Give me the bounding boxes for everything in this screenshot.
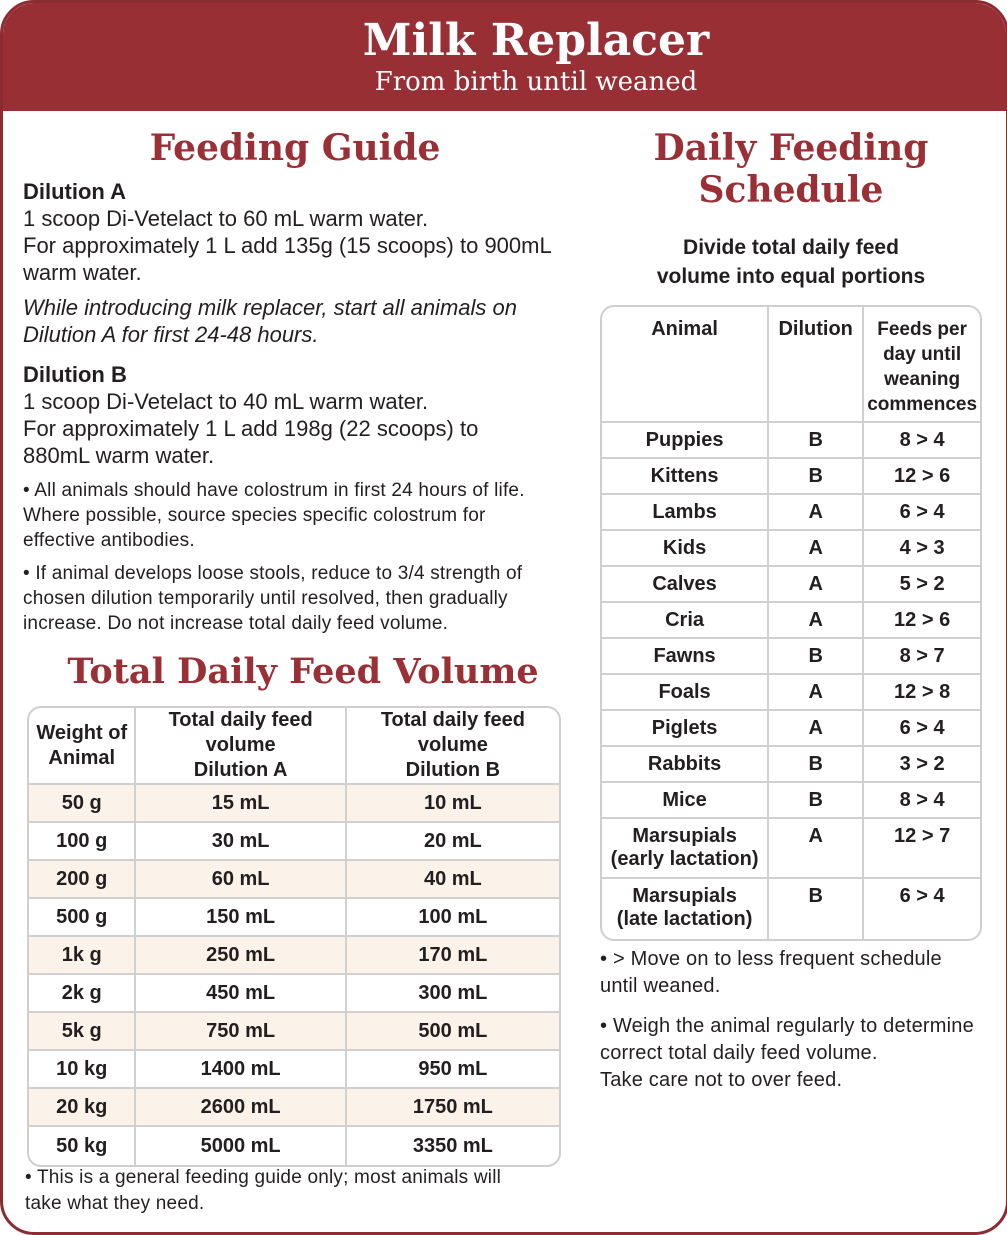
dilution-a-line3: warm water. <box>23 260 142 285</box>
table-row <box>602 495 980 531</box>
dilution-b-header-line1: Total daily feed volume <box>380 709 525 756</box>
dilution-b-line1: 1 scoop Di-Vetelact to 40 mL warm water. <box>23 389 429 414</box>
feeds-header-line2: day until <box>883 344 962 365</box>
table-row <box>29 1127 559 1165</box>
feeds-cell: 8 > 7 <box>864 639 980 675</box>
schedule-table <box>600 305 982 941</box>
animal-cell: Calves <box>602 567 769 603</box>
dilution-cell: A <box>769 603 864 639</box>
stools-note-line2: chosen dilution temporarily until resolved, then gradually <box>23 588 508 609</box>
dilution-b-header-line2: Dilution B <box>405 759 501 781</box>
dilution-a-cell: 250 mL <box>136 937 346 975</box>
dilution-b-cell: 3350 mL <box>412 1134 493 1157</box>
feeds-cell: 12 > 6 <box>864 603 980 639</box>
animal-header-text: Animal <box>651 318 718 340</box>
table-row <box>29 937 559 975</box>
dilution-a-cell: 15 mL <box>136 785 346 823</box>
table-row <box>602 531 980 567</box>
stools-note-line1: • If animal develops loose stools, reduce to 3/4 strength of <box>23 563 523 584</box>
title-banner <box>3 3 1006 111</box>
dilution-b-cell: 100 mL <box>347 899 559 937</box>
dilution-column-header <box>769 307 864 423</box>
animal-cell <box>602 879 769 939</box>
dilution-a-line2: For approximately 1 L add 135g (15 scoops) to 900mL <box>23 233 552 258</box>
dilution-b-cell: 950 mL <box>347 1051 559 1089</box>
schedule-heading-line2: Schedule <box>698 169 884 211</box>
dilution-a-cell: 2600 mL <box>136 1089 346 1127</box>
table-row <box>29 861 559 899</box>
table-row <box>602 879 980 939</box>
table-row <box>602 711 980 747</box>
table-row <box>602 783 980 819</box>
schedule-note1-line1: • > Move on to less frequent schedule <box>600 948 942 970</box>
dilution-b-cell: 40 mL <box>347 861 559 899</box>
dilution-cell: A <box>769 567 864 603</box>
feeds-header-line3: weaning <box>884 369 961 390</box>
colostrum-note-line3: effective antibodies. <box>23 530 195 551</box>
feeds-cell: 6 > 4 <box>864 495 980 531</box>
page-title: Milk Replacer <box>362 15 710 66</box>
weight-cell: 2k g <box>29 975 136 1013</box>
animal-cell: Kids <box>602 531 769 567</box>
weight-cell: 500 g <box>29 899 136 937</box>
schedule-note2-line2: correct total daily feed volume. <box>600 1042 878 1064</box>
feeds-cell: 12 > 8 <box>864 675 980 711</box>
table-row <box>29 1051 559 1089</box>
animal-column-header <box>602 307 769 423</box>
animal-cell <box>602 819 769 879</box>
animal-qualifier: (early lactation) <box>610 848 759 870</box>
feeding-guide-heading: Feeding Guide <box>149 127 441 169</box>
dilution-cell: A <box>769 819 864 879</box>
dilution-header-text: Dilution <box>778 318 853 340</box>
table-row <box>29 823 559 861</box>
table-row <box>602 603 980 639</box>
feeds-header-line4: commences <box>867 394 978 415</box>
dilution-cell: B <box>769 747 864 783</box>
feeds-cell: 5 > 2 <box>864 567 980 603</box>
feeds-cell: 4 > 3 <box>864 531 980 567</box>
feeds-cell: 8 > 4 <box>864 783 980 819</box>
dilution-b-cell: 500 mL <box>347 1013 559 1051</box>
intro-line2: Dilution A for first 24-48 hours. <box>23 322 319 347</box>
general-guide-note-line2: take what they need. <box>25 1193 205 1214</box>
animal-name: Marsupials <box>632 825 737 847</box>
weight-cell: 100 g <box>29 823 136 861</box>
schedule-subheading <box>603 233 979 291</box>
schedule-heading <box>603 127 979 211</box>
dilution-a-cell: 5000 mL <box>136 1127 346 1165</box>
dilution-b-cell: 300 mL <box>347 975 559 1013</box>
volume-table <box>27 706 561 1167</box>
animal-qualifier: (late lactation) <box>616 908 753 930</box>
table-row <box>29 785 559 823</box>
animal-cell: Fawns <box>602 639 769 675</box>
dilution-cell: A <box>769 495 864 531</box>
schedule-subheading-line2: volume into equal portions <box>656 265 926 288</box>
schedule-table-header <box>602 307 980 423</box>
page-subtitle: From birth until weaned <box>374 67 698 97</box>
weight-cell: 20 kg <box>29 1089 136 1127</box>
colostrum-note-line2: Where possible, source species specific colostrum for <box>23 505 486 526</box>
feeds-cell: 12 > 7 <box>864 819 980 879</box>
table-row <box>29 1013 559 1051</box>
volume-table-header <box>29 708 559 785</box>
dilution-a-cell: 750 mL <box>136 1013 346 1051</box>
dilution-cell: B <box>769 423 864 459</box>
schedule-subheading-line1: Divide total daily feed <box>683 236 899 259</box>
table-row <box>602 675 980 711</box>
animal-name: Marsupials <box>632 885 737 907</box>
table-row <box>602 459 980 495</box>
dilution-a-cell: 450 mL <box>136 975 346 1013</box>
table-row <box>29 1089 559 1127</box>
schedule-heading-line1: Daily Feeding <box>653 127 929 169</box>
weight-cell: 50 kg <box>29 1127 136 1165</box>
feeds-cell: 12 > 6 <box>864 459 980 495</box>
intro-line1: While introducing milk replacer, start all animals on <box>23 295 517 320</box>
animal-cell: Foals <box>602 675 769 711</box>
feeds-column-header <box>864 307 980 423</box>
schedule-note2-line3: Take care not to over feed. <box>600 1069 843 1091</box>
dilution-cell: B <box>769 639 864 675</box>
dilution-a-column-header <box>136 708 346 785</box>
animal-cell: Rabbits <box>602 747 769 783</box>
dilution-a-cell: 150 mL <box>136 899 346 937</box>
table-row <box>29 899 559 937</box>
animal-cell: Lambs <box>602 495 769 531</box>
dilution-a-line1: 1 scoop Di-Vetelact to 60 mL warm water. <box>23 206 429 231</box>
table-row <box>602 567 980 603</box>
weight-cell: 5k g <box>29 1013 136 1051</box>
dilution-cell: A <box>769 711 864 747</box>
dilution-cell: A <box>769 675 864 711</box>
dilution-b-cell: 1750 mL <box>347 1089 559 1127</box>
weight-cell: 10 kg <box>29 1051 136 1089</box>
table-row <box>29 975 559 1013</box>
dilution-cell: A <box>769 531 864 567</box>
dilution-b-cell: 20 mL <box>347 823 559 861</box>
weight-header-line2: Animal <box>48 746 116 769</box>
animal-cell: Kittens <box>602 459 769 495</box>
feeds-header-line1: Feeds per <box>877 319 967 340</box>
dilution-a-cell: 1400 mL <box>136 1051 346 1089</box>
table-row <box>602 639 980 675</box>
weight-cell: 1k g <box>29 937 136 975</box>
dilution-b-label: Dilution B <box>23 362 127 387</box>
dilution-a-cell: 30 mL <box>136 823 346 861</box>
weight-header-line1: Weight of <box>36 721 128 744</box>
table-row <box>602 423 980 459</box>
schedule-note2-line1: • Weigh the animal regularly to determine <box>600 1015 974 1037</box>
dilution-b-column-header <box>347 708 559 785</box>
dilution-b-cell: 170 mL <box>347 937 559 975</box>
feeds-cell: 3 > 2 <box>864 747 980 783</box>
dilution-b-cell: 10 mL <box>347 785 559 823</box>
weight-cell: 200 g <box>29 861 136 899</box>
dilution-a-label: Dilution A <box>23 179 127 204</box>
animal-cell: Mice <box>602 783 769 819</box>
dilution-cell: B <box>769 879 864 939</box>
dilution-a-header-line2: Dilution A <box>193 759 288 781</box>
colostrum-note-line1: • All animals should have colostrum in first 24 hours of life. <box>23 480 525 501</box>
table-row <box>602 819 980 879</box>
table-row <box>602 747 980 783</box>
animal-cell: Puppies <box>602 423 769 459</box>
weight-column-header <box>29 708 136 785</box>
animal-cell: Piglets <box>602 711 769 747</box>
dilution-b-line3: 880mL warm water. <box>23 443 215 468</box>
dilution-cell: B <box>769 459 864 495</box>
schedule-note1-line2: until weaned. <box>600 975 721 997</box>
feeds-cell: 8 > 4 <box>864 423 980 459</box>
dilution-a-cell: 60 mL <box>136 861 346 899</box>
volume-heading: Total Daily Feed Volume <box>67 651 539 692</box>
feeds-cell: 6 > 4 <box>864 711 980 747</box>
stools-note-line3: increase. Do not increase total daily feed volume. <box>23 613 449 634</box>
weight-cell: 50 g <box>29 785 136 823</box>
general-guide-note-line1: • This is a general feeding guide only; most animals will <box>25 1167 502 1188</box>
animal-cell: Cria <box>602 603 769 639</box>
dilution-b-line2: For approximately 1 L add 198g (22 scoops) to <box>23 416 479 441</box>
dilution-a-header-line1: Total daily feed volume <box>168 709 313 756</box>
feeds-cell: 6 > 4 <box>899 885 945 907</box>
dilution-cell: B <box>769 783 864 819</box>
